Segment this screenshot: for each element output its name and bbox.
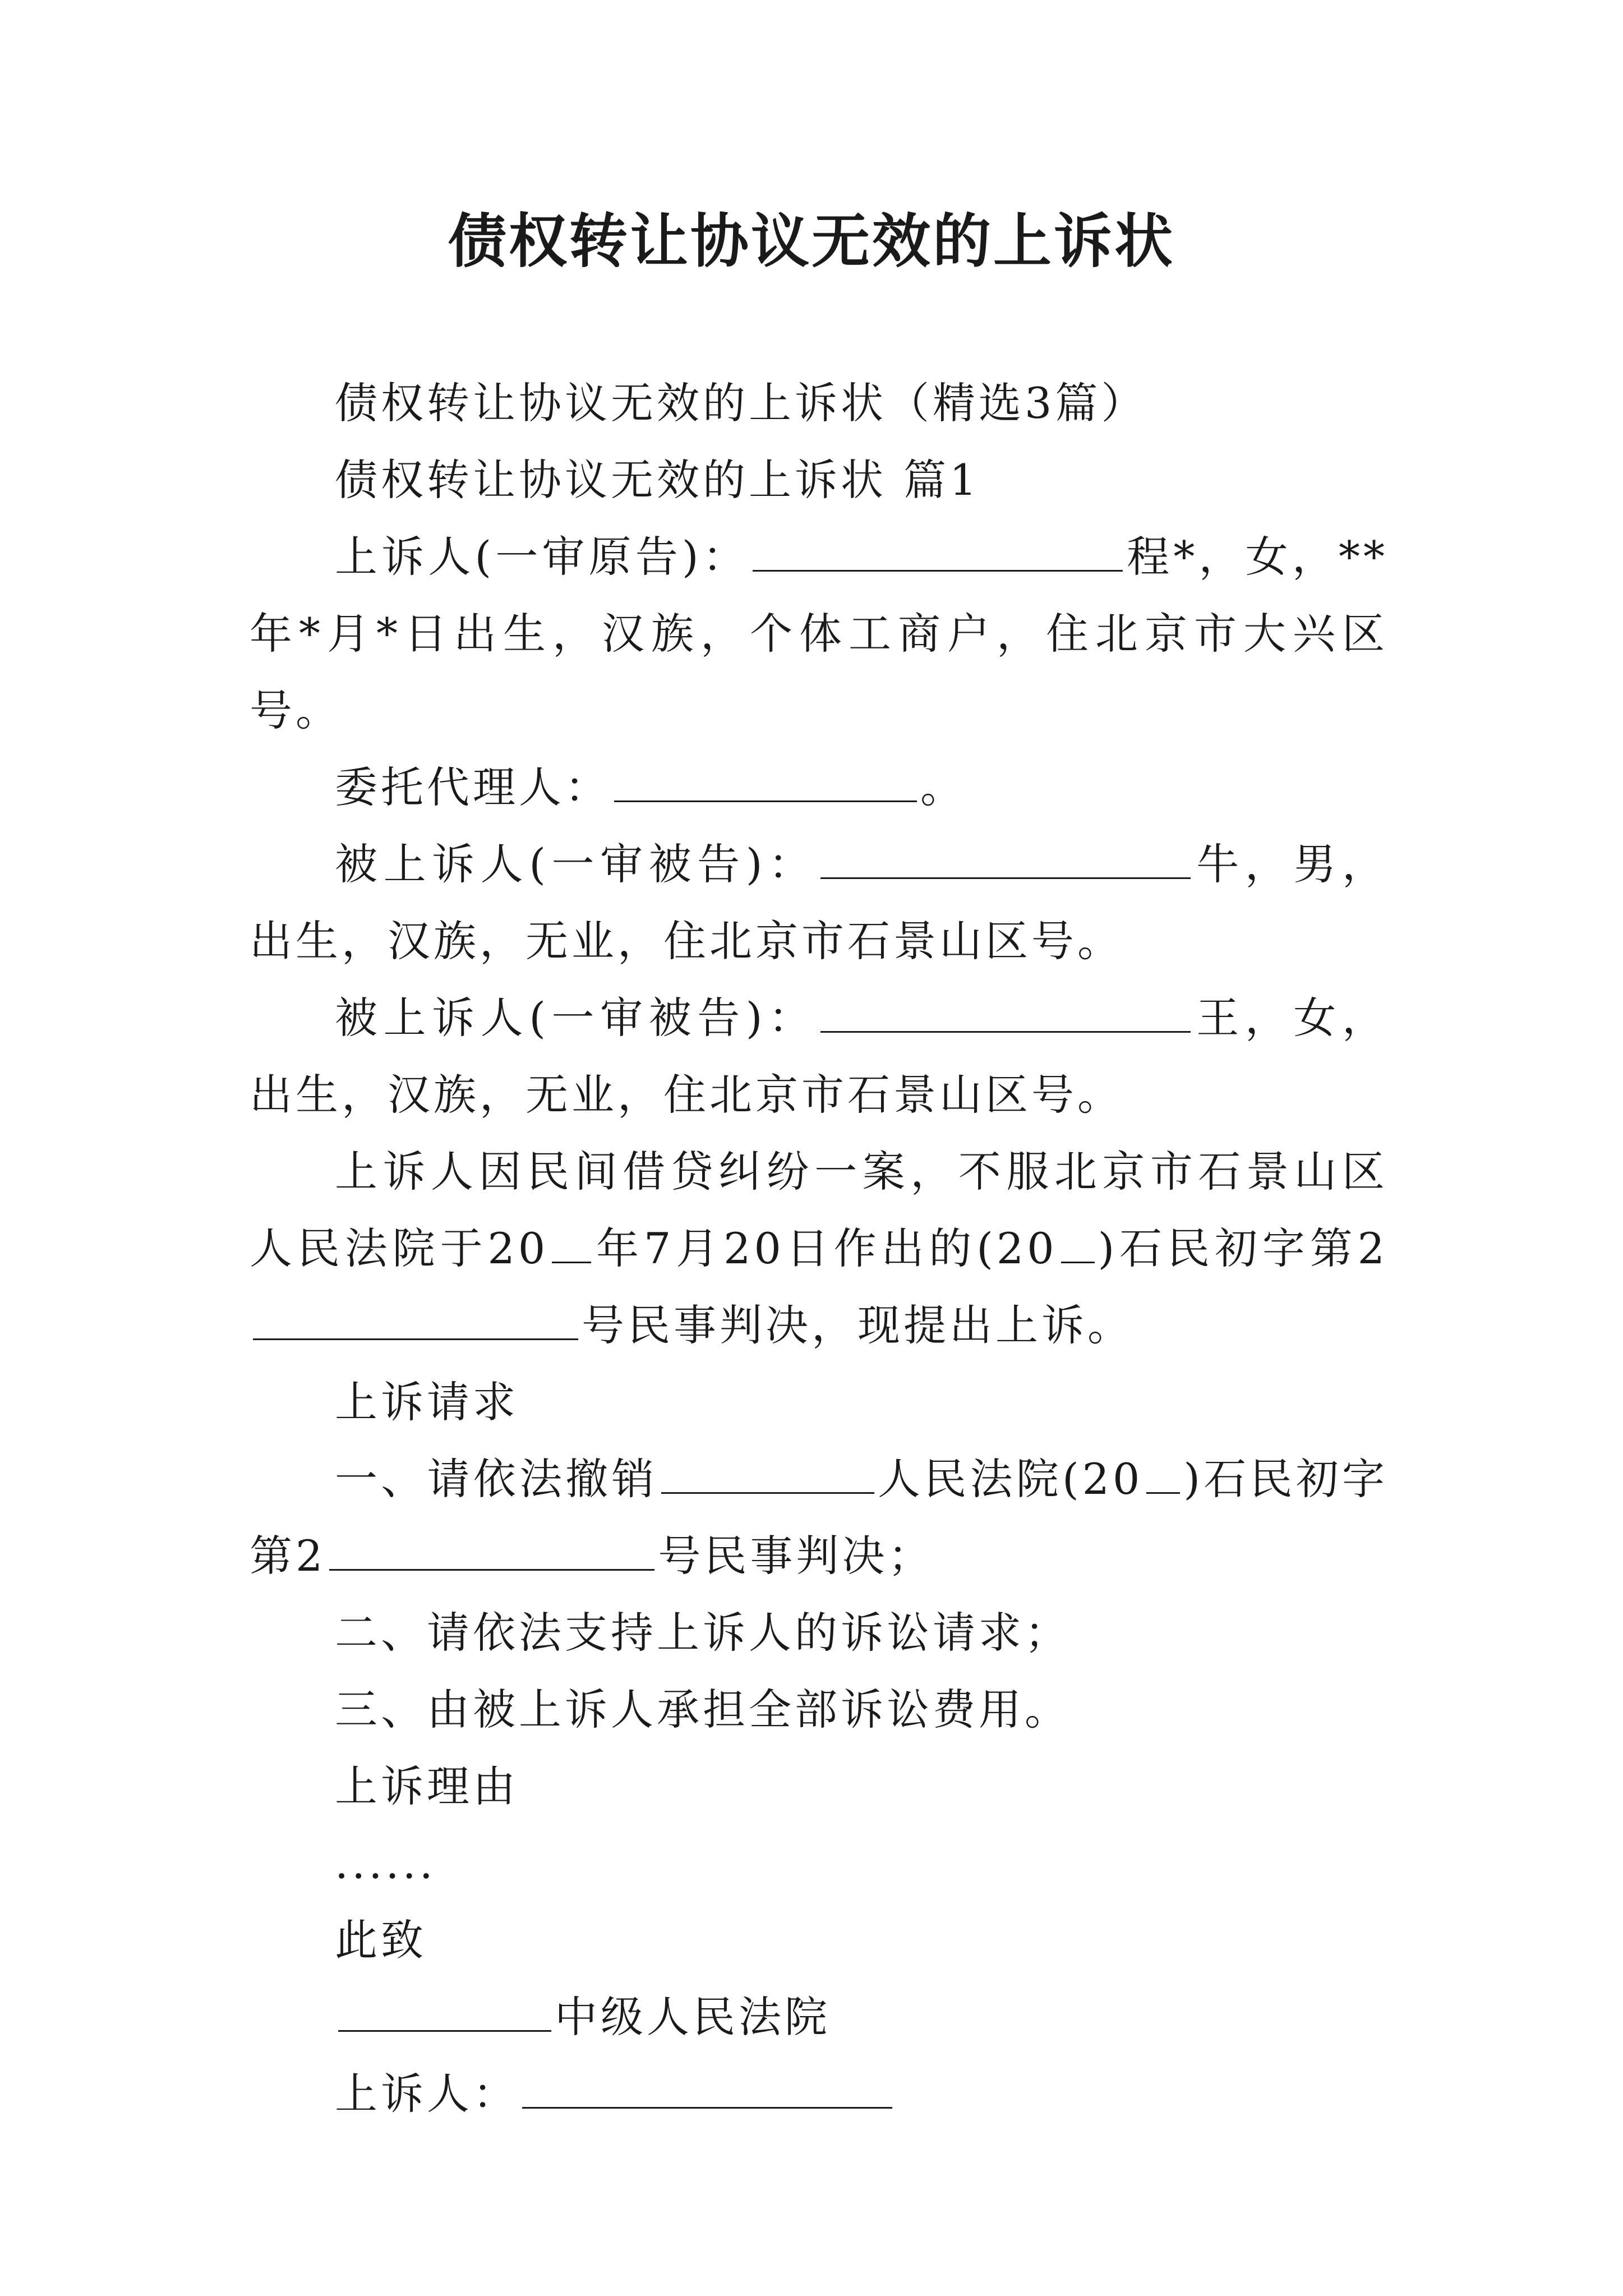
claims-heading: 上诉请求 [335, 1377, 519, 1427]
blank-line [522, 2073, 892, 2109]
claim1-code: )石民初字第2 [250, 1454, 1389, 1581]
blank-line [329, 1535, 654, 1571]
blank-line [820, 997, 1191, 1033]
claim1-end: 号民事判决； [658, 1531, 934, 1581]
appellee2-paragraph [250, 979, 1388, 1133]
closing: 此致 [335, 1915, 427, 1965]
court-name: 中级人民法院 [555, 1992, 831, 2042]
appellee2-text: 王，女，出生，汉族，无业，住北京市石景山区号。 [250, 993, 1388, 1120]
appellee1-paragraph [250, 826, 1388, 979]
document-body [250, 365, 1388, 2132]
blank-line [661, 1458, 874, 1494]
claim1-prefix: 一、请依法撤销 [335, 1454, 658, 1504]
case-year-suffix: 年7月20日作出的(20 [594, 1223, 1058, 1273]
blank-line [1146, 1458, 1180, 1494]
case-paragraph [250, 1133, 1388, 1364]
case-end: 号民事判决，现提出上诉。 [582, 1300, 1133, 1350]
claim1-mid: 人民法院(20 [877, 1454, 1144, 1504]
blank-line [338, 1996, 551, 2032]
appellee2-prefix: 被上诉人(一审被告)： [335, 993, 817, 1043]
blank-line [253, 1305, 578, 1340]
claim1-paragraph [250, 1441, 1388, 1594]
claim3: 三、由被上诉人承担全部诉讼费用。 [335, 1685, 1071, 1734]
section-heading: 债权转让协议无效的上诉状 篇1 [335, 455, 980, 505]
claim2: 二、请依法支持上诉人的诉讼请求； [335, 1608, 1071, 1658]
court-paragraph [250, 1978, 1388, 2055]
signature-label: 上诉人： [335, 2069, 519, 2119]
agent-prefix: 委托代理人： [335, 762, 611, 812]
agent-suffix: 。 [920, 762, 966, 812]
blank-line [614, 767, 917, 802]
appellee1-text: 牛，男，出生，汉族，无业，住北京市石景山区号。 [250, 839, 1388, 966]
reasons-heading: 上诉理由 [335, 1761, 519, 1811]
case-line1: 上诉人因民间借贷纠纷一案，不服北京市石景山区人民法院于20 [250, 1147, 1388, 1273]
blank-line [552, 1228, 591, 1263]
blank-line [820, 844, 1191, 879]
ellipsis: ...... [335, 1838, 436, 1888]
blank-line [1061, 1228, 1095, 1263]
signature-paragraph [250, 2055, 1388, 2132]
appellant-text: 程*，女，**年*月*日出生，汉族，个体工商户，住北京市大兴区号。 [250, 532, 1388, 735]
case-court-code: )石民初字第2 [1098, 1223, 1388, 1273]
appellant-paragraph [250, 518, 1388, 749]
appellee1-prefix: 被上诉人(一审被告)： [335, 839, 817, 889]
appellant-prefix: 上诉人(一审原告)： [335, 532, 749, 582]
subtitle: 债权转让协议无效的上诉状（精选3篇） [335, 378, 1147, 428]
agent-paragraph [250, 749, 1388, 826]
blank-line [753, 536, 1123, 572]
document-title: 债权转让协议无效的上诉状 [448, 206, 1175, 275]
